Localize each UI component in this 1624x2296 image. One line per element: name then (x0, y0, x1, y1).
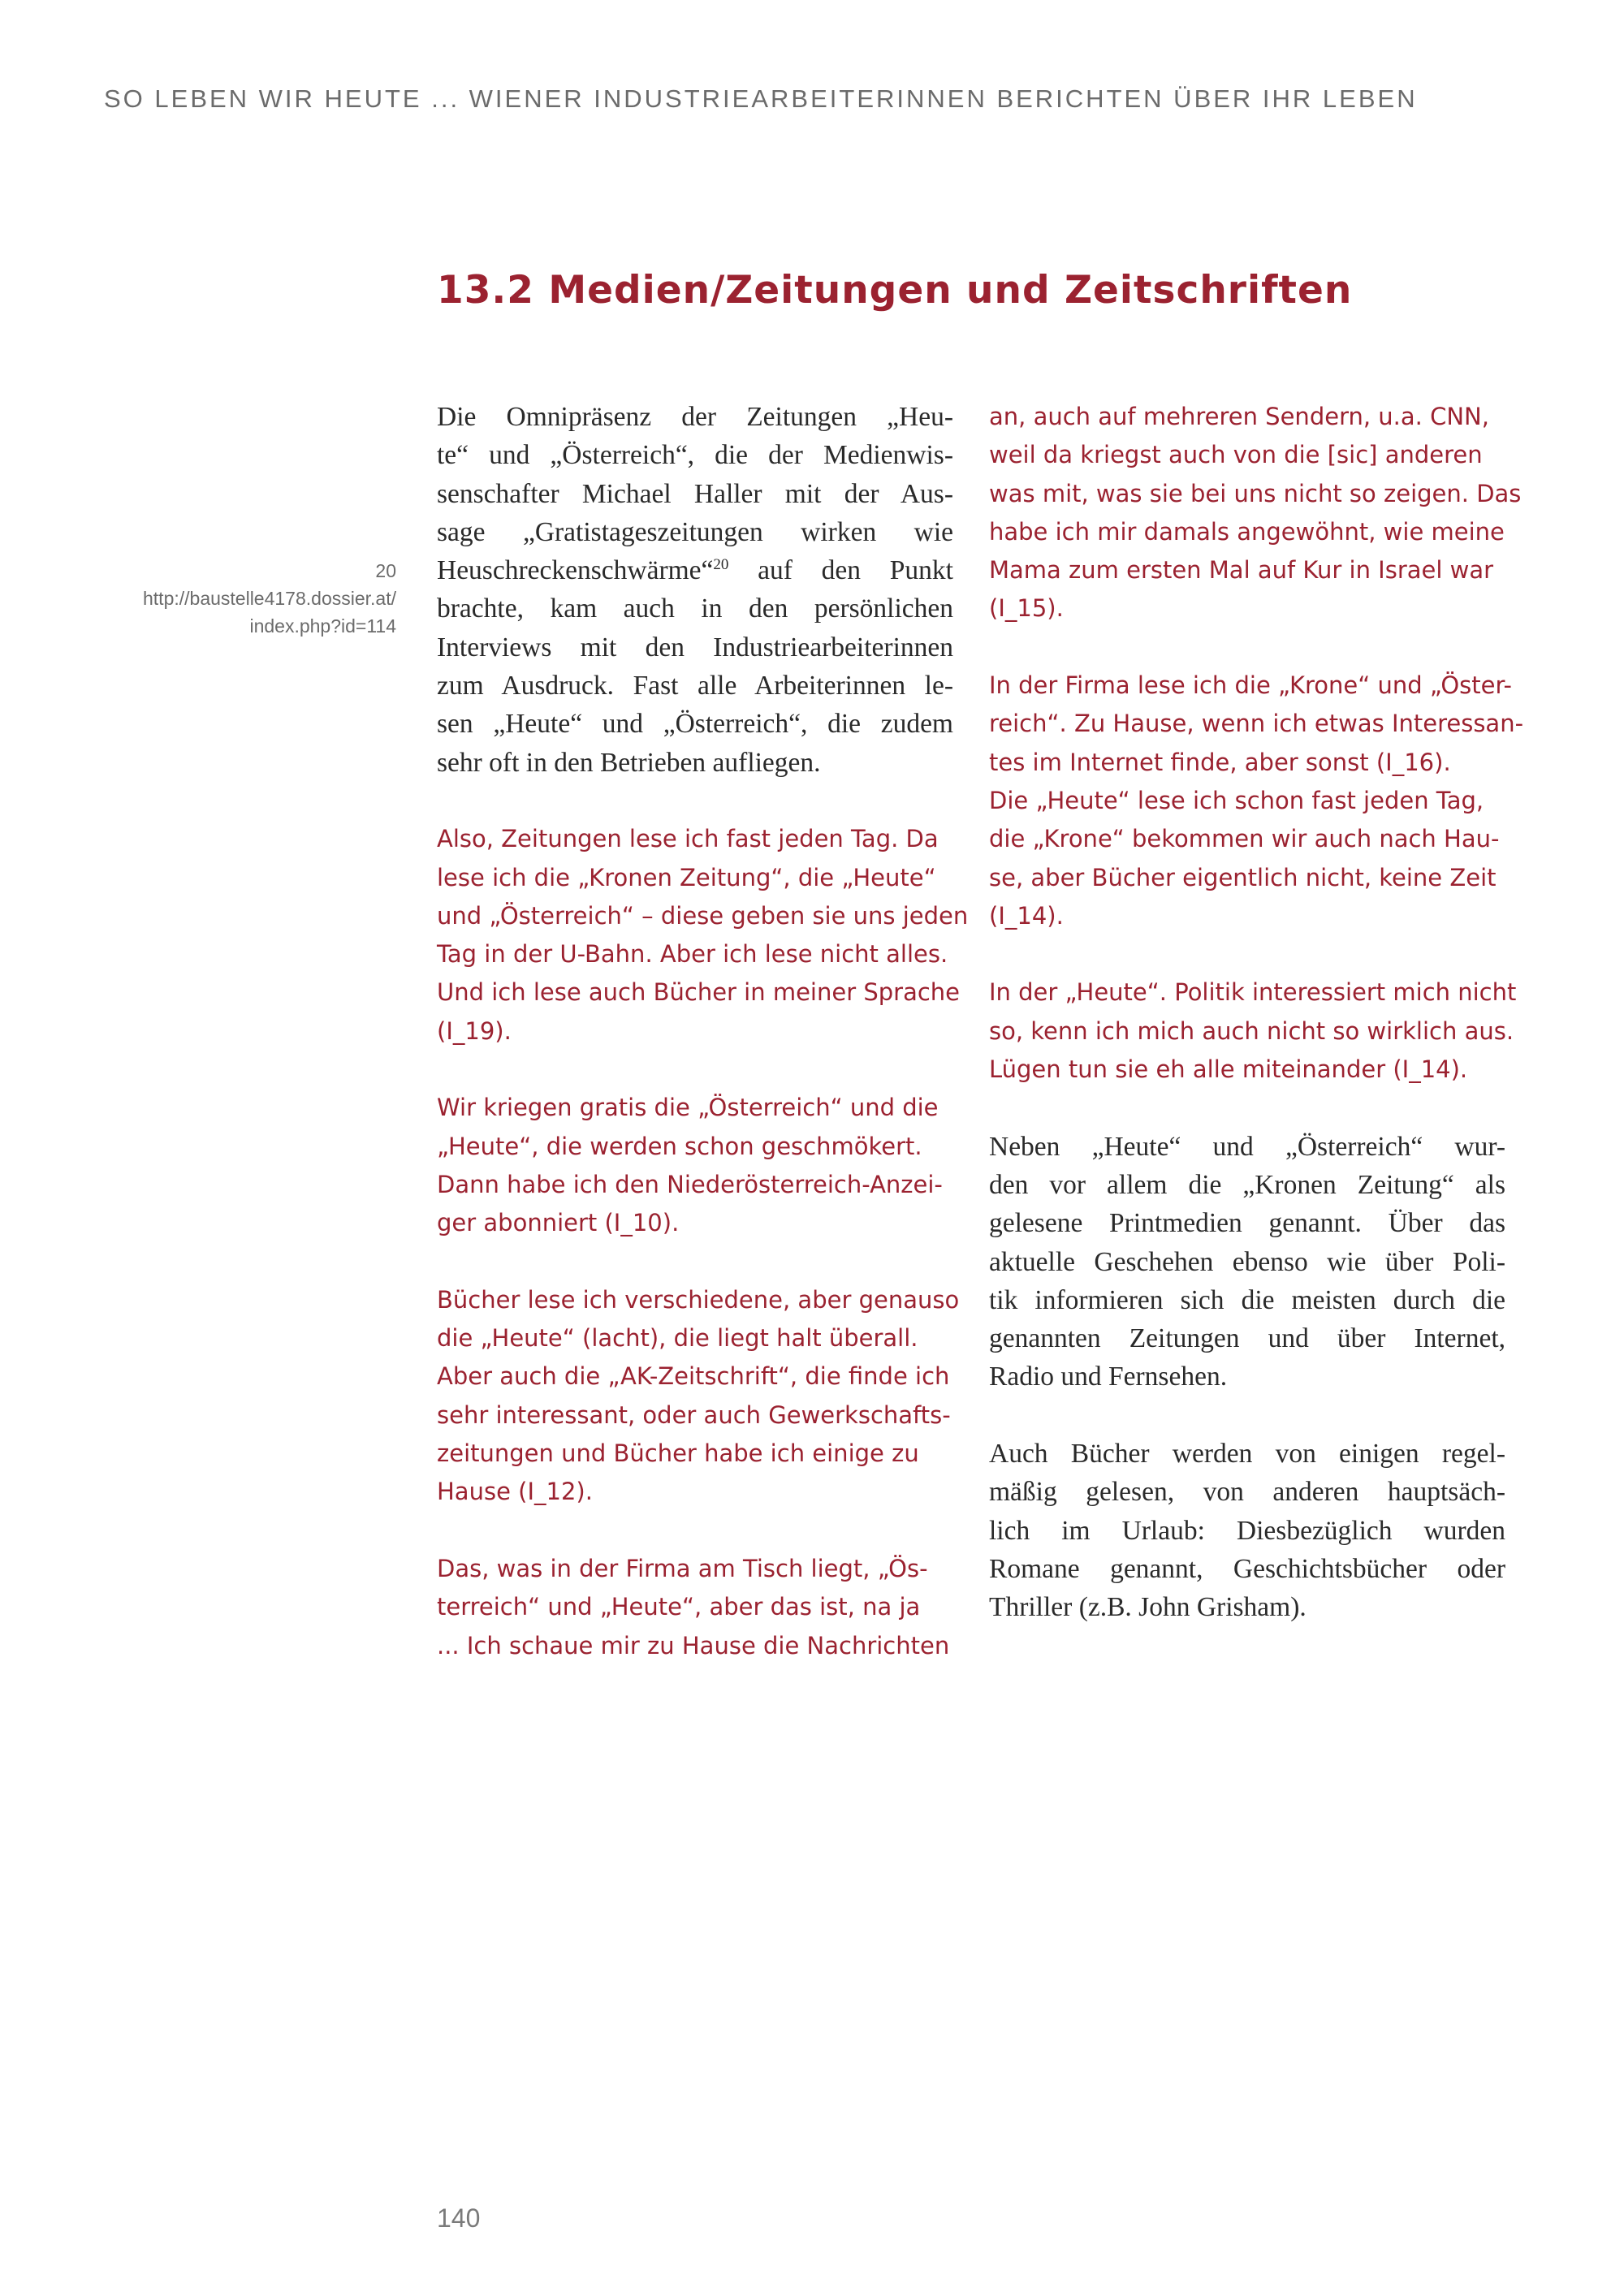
text-line: lich im Urlaub: Diesbezüglich wurden (989, 1515, 1505, 1546)
quote-line: Wir kriegen gratis die „Österreich“ und die (437, 1094, 939, 1122)
text-line: tik informieren sich die meisten durch die (989, 1284, 1505, 1315)
quote-line: so, kenn ich mich auch nicht so wirklich aus. (989, 1016, 1514, 1045)
interview-quote (989, 973, 1517, 1089)
text-line: Die Omnipräsenz der Zeitungen „Heu- (437, 402, 953, 432)
quote-line: und „Österreich“ – diese geben sie uns jeden (437, 901, 969, 930)
text-line: Auch Bücher werden von einigen regel- (989, 1439, 1505, 1470)
quote-line: Das, was in der Firma am Tisch liegt, „Ös- (437, 1554, 928, 1582)
quote-line: die „Heute“ (lacht), die liegt halt überall. (437, 1324, 918, 1353)
quote-line: Tag in der U-Bahn. Aber ich lese nicht alles. (437, 940, 948, 969)
quote-line: (I_14). (989, 901, 1064, 930)
running-header: SO LEBEN WIR HEUTE ... WIENER INDUSTRIEARBEITERINNEN BERICHTEN ÜBER IHR LEBEN (104, 84, 1418, 113)
page-number: 140 (437, 2203, 481, 2233)
body-paragraph (989, 1128, 1505, 1396)
text-line: senschafter Michael Haller mit der Aus- (437, 478, 953, 509)
quote-line: Aber auch die „AK-Zeitschrift“, die finde ich (437, 1362, 950, 1391)
quote-line: sehr interessant, oder auch Gewerkschafts- (437, 1400, 951, 1429)
text-line: mäßig gelesen, von anderen hauptsäch- (989, 1477, 1505, 1508)
right-column (989, 398, 1524, 1665)
quote-line: weil da kriegst auch von die [sic] anderen (989, 441, 1483, 469)
text-line: Thriller (z.B. John Grisham). (989, 1592, 1307, 1623)
quote-line: ... Ich schaue mir zu Hause die Nachrichten (437, 1631, 950, 1659)
footnote-reference: 20 (713, 556, 729, 574)
interview-quote (437, 1089, 953, 1242)
text-fragment: Heuschreckenschwärme“ (437, 555, 714, 586)
text-line: te“ und „Österreich“, die der Medienwis- (437, 440, 953, 471)
interview-quote (437, 820, 969, 1051)
footnote-url-line-2: index.php?id=114 (249, 615, 396, 637)
quote-line: was mit, was sie bei uns nicht so zeigen. Das (989, 479, 1522, 507)
text-line: brachte, kam auch in den persönlichen (437, 593, 953, 624)
quote-line: zeitungen und Bücher habe ich einige zu (437, 1439, 919, 1468)
left-column (437, 398, 969, 1665)
quote-line: „Heute“, die werden schon geschmökert. (437, 1132, 922, 1160)
text-line: aktuelle Geschehen ebenso wie über Poli- (989, 1246, 1505, 1277)
interview-quote (437, 1550, 953, 1665)
interview-quote-continued (989, 398, 1522, 628)
quote-line: In der „Heute“. Politik interessiert mich nicht (989, 978, 1517, 1007)
quote-line: habe ich mir damals angewöhnt, wie meine (989, 517, 1505, 546)
quote-line: Mama zum ersten Mal auf Kur in Israel war (989, 556, 1494, 585)
footnote-sidenote (81, 557, 396, 640)
quote-line: Bücher lese ich verschiedene, aber genauso (437, 1285, 960, 1314)
quote-line: Lügen tun sie eh alle miteinander (I_14). (989, 1055, 1468, 1084)
footnote-number: 20 (375, 560, 396, 581)
quote-line: an, auch auf mehreren Sendern, u.a. CNN, (989, 403, 1489, 430)
text-line: Neben „Heute“ und „Österreich“ wur- (989, 1131, 1505, 1162)
quote-line: reich“. Zu Hause, wenn ich etwas Interessan- (989, 710, 1524, 738)
interview-quote (437, 1281, 960, 1512)
quote-line: Hause (I_12). (437, 1478, 593, 1506)
quote-line: (I_19). (437, 1016, 512, 1045)
interview-quote (989, 782, 1505, 935)
quote-line: ger abonniert (I_10). (437, 1209, 680, 1237)
quote-line: (I_15). (989, 594, 1064, 623)
text-line: den vor allem die „Kronen Zeitung“ als (989, 1169, 1505, 1200)
text-line: sehr oft in den Betrieben aufliegen. (437, 747, 821, 778)
text-line: gelesene Printmedien genannt. Über das (989, 1208, 1505, 1239)
text-line: Radio und Fernsehen. (989, 1362, 1228, 1392)
quote-line: lese ich die „Kronen Zeitung“, die „Heute“ (437, 863, 936, 891)
text-line: zum Ausdruck. Fast alle Arbeiterinnen le- (437, 671, 953, 701)
quote-line: Die „Heute“ lese ich schon fast jeden Tag, (989, 786, 1484, 814)
section-title: 13.2 Medien/Zeitungen und Zeitschriften (437, 268, 1353, 313)
quote-line: Dann habe ich den Niederösterreich-Anzei- (437, 1170, 943, 1198)
quote-line: die „Krone“ bekommen wir auch nach Hau- (989, 825, 1500, 853)
text-line: Interviews mit den Industriearbeiterinnen (437, 632, 953, 662)
quote-line: Also, Zeitungen lese ich fast jeden Tag. Da (437, 825, 939, 853)
intro-paragraph (437, 398, 953, 782)
quote-line: Und ich lese auch Bücher in meiner Sprache (437, 978, 961, 1007)
text-line: sen „Heute“ und „Österreich“, die zudem (437, 709, 953, 740)
quote-line: se, aber Bücher eigentlich nicht, keine Zeit (989, 863, 1497, 891)
text-line: sage „Gratistageszeitungen wirken wie (437, 516, 953, 547)
quote-line: terreich“ und „Heute“, aber das ist, na ja (437, 1593, 921, 1621)
footnote-url-line-1: http://baustelle4178.dossier.at/ (143, 588, 396, 609)
quote-line: In der Firma lese ich die „Krone“ und „Öster- (989, 671, 1513, 700)
text-line: Romane genannt, Geschichtsbücher oder (989, 1553, 1505, 1584)
text-line-with-footnote (437, 551, 953, 589)
quote-line: tes im Internet finde, aber sonst (I_16). (989, 748, 1451, 776)
interview-quote (989, 667, 1524, 782)
text-line: genannten Zeitungen und über Internet, (989, 1323, 1505, 1354)
body-paragraph (989, 1435, 1505, 1626)
text-fragment: auf den Punkt (728, 555, 953, 586)
